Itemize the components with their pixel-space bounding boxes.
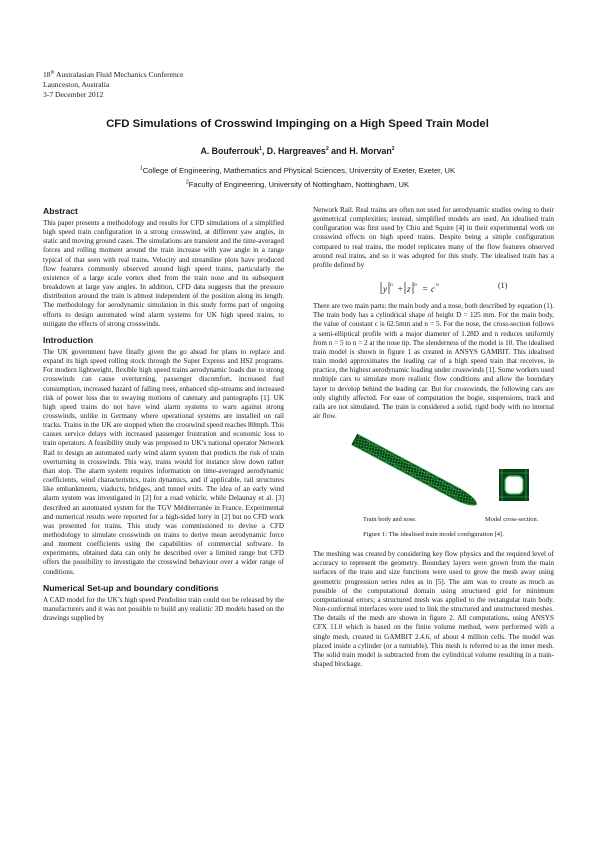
numerical-setup-heading: Numerical Set-up and boundary conditions <box>43 582 219 593</box>
author-name: D. Hargreaves <box>266 146 326 156</box>
cross-section-image <box>499 469 529 501</box>
abstract-heading: Abstract <box>43 206 78 216</box>
introduction-text: The UK government have finally given the go ahead for plans to replace and expand its high speed rolling stock through the Super Express and HS2 programs. For modern lightweight, flexible high speed trains aerodynamic loads due to strong crosswinds can cause overturning, passenger discomfort, increased fuel consumption, increased hazard of falling trees, enhanced slip-streams and increased risk of power loss due to swaying motions of catenary and pantographs [1]. UK high speed trains do not have wind alarm systems to warn against strong crosswinds, unlike in Germany where operational systems are installed on rail tracks. Trains in the UK are stopped when the crosswind speed reaches 80mph. This causes service delays with increased passenger frustration and economic loss to train operators. A feasibility study was proposed to UK’s national operator Network Rail to design an automated early wind alarm system that predicts the risk of train overturning in crosswinds. This way, trains would for instance slow down rather than stop. The alarm system requires information on time-averaged aerodynamic coefficients, wind characteristics, train dynamics, and if applicable, rail structures like embankments, viaducts, bridges, and tunnel exits. The idea of an early wind alarm system was investigated in [2] for a road vehicle, while Delaunay et al. [3] described an automated system for the TGV Méditerranée in France. Experimental and numerical results were reported for a high-sided lorry in [2] but no CFD work was presented for trains. This study was commissioned to devise a CFD methodology to simulate crosswinds on trains to derive mean aerodynamic force and moment coefficients using the capabilities of commercial software. In experiments, obtained data can only be described over a limited range but CFD offers the possibility to investigate the crosswind behaviour over a wider range of conditions. <box>43 347 284 576</box>
author-name: H. Morvan <box>349 146 392 156</box>
svg-text:n: n <box>436 282 439 289</box>
conference-info <box>43 70 184 100</box>
right-column <box>313 206 554 675</box>
paper-title: CFD Simulations of Crosswind Impinging on a High Speed Train Model <box>106 118 489 130</box>
conference-ordinal: th <box>50 70 55 76</box>
equation-formula <box>379 279 469 297</box>
affiliation-mark: 2 <box>185 179 189 186</box>
left-column <box>43 206 284 629</box>
conference-line-1 <box>43 70 184 80</box>
svg-text:z: z <box>407 284 411 295</box>
body-paragraph-3: The meshing was created by considering key flow physics and the required level of accuracy to represent the geometry. Boundary layers were grown from the main surfaces of the train and size functions were used to grow the mesh away using geometric progression series rules as in [5]. The aim was to create as much as possible of the computational domain using structured grid for minimum computational errors; a structured mesh was applied to the rectangular train body. Non-conformal interfaces were used to link the structured and unstructured meshes. The details of the mesh are shown in figure 2. All computations, using ANSYS CFX 11.0 which is based on the finite volume method, were performed with a single mesh, created in GAMBIT 2.4.6, of about 4 million cells. The model was placed inside a cylinder (or a turntable). This mesh is referred to as the inner mesh. The solid train model is subtracted from the cylindrical volume resulting in a train-shaped blockage. <box>313 550 554 668</box>
author-affil-mark: 2 <box>391 146 395 153</box>
figure-caption: Figure 1: The idealised train model configuration [4]. <box>363 531 504 539</box>
author-affil-mark: 2 <box>325 146 329 153</box>
body-paragraph-2: There are two main parts: the main body and a nose, both described by equation (1). The train body has a cylindrical shape of height D = 125 mm. For the main body, the value of constant c is 62.5mm and n = 5. For the nose, the cross-section follows a semi-elliptical profile with a major diameter of 1.28D and n reduces uniformly from n = 5 to n = 2 at the nose tip. The slenderness of the model is 10. The idealised train model is shown in figure 1 as created in ANSYS GAMBIT. This idealised train model approximates the leading car of a high speed train that receives, in practice, the highest aerodynamic loading under crosswinds [1]. Some workers used multiple cars to simulate more realistic flow conditions and allow the boundary layer to develop behind the leading car. But for crosswinds, the following cars are only slightly affected. For ease of computation the bogie, suspensions, track and rails are not simulated. The train is considered a solid, rigid body with no internal air flow. <box>313 302 554 420</box>
svg-text:n: n <box>390 282 393 289</box>
conference-dates: 3-7 December 2012 <box>43 90 104 99</box>
numerical-setup-text: A CAD model for the UK’s high speed Pendolino train could not be released by the manufacturers and it was not possible to build any realistic 3D models based on the drawings supplied by <box>43 595 284 623</box>
affiliation-mark: 1 <box>139 165 143 172</box>
figure-1 <box>313 427 554 547</box>
affiliation-2 <box>0 180 595 189</box>
conference-location: Launceston, Australia <box>43 80 110 89</box>
author-name: A. Bouferrouk <box>200 146 260 156</box>
conference-number: 18 <box>43 70 51 79</box>
svg-text:y: y <box>383 284 387 295</box>
author-separator: and <box>328 146 350 156</box>
author-separator: , <box>261 146 267 156</box>
svg-text:n: n <box>414 282 417 289</box>
affiliation-text: College of Engineering, Mathematics and Physical Sciences, University of Exeter, Exeter, UK <box>142 166 456 175</box>
equation-number: (1) <box>498 281 508 291</box>
affiliation-text: Faculty of Engineering, University of Nottingham, Nottingham, UK <box>188 180 410 189</box>
figure-label-train: Train body and nose. <box>363 516 417 524</box>
figure-label-cross-section: Model cross-section. <box>485 516 539 524</box>
train-mesh-image <box>339 431 489 511</box>
svg-text:=: = <box>422 284 429 295</box>
introduction-heading: Introduction <box>43 334 94 345</box>
profile-equation <box>313 276 554 298</box>
author-list <box>0 146 595 156</box>
body-paragraph-1: Network Rail. Real trains are often not used for aerodynamic studies owing to their geometrical complexities; instead, simplified models are used. An idealised train configuration was first used by Chiu and Squire [4] in their experimental work on crosswind effects on high speed trains. Despite being a simple configuration compared to real trains, the model replicates many of the flow features observed around real trains, and so it was adopted for this study. The idealised train has a profile defined by <box>313 206 554 269</box>
author-affil-mark: 1 <box>259 146 262 153</box>
conference-name: Australasian Fluid Mechanics Conference <box>54 70 184 79</box>
svg-text:c: c <box>431 284 435 295</box>
abstract-text: This paper presents a methodology and results for CFD simulations of a simplified high speed train configuration in a strong crosswind, at different yaw angles, in static and moving ground cases. The simulations are transient and the time-averaged forces and rolling moment around the train increase with yaw angle in a range typical of that seen with real trains. Velocity and streamline plots have produced flow features commonly observed around high speed trains, particularly the existence of a large scale vortex shed from the train nose and its subsequent breakdown at large yaw angles. In addition, CFD data suggests that the pressure distribution around the train is almost independent of the position along its length. The methodology for aerodynamic simulation in this study forms part of ongoing efforts to design automated wind alarm systems for UK high speed trains, to mitigate the effects of strong crosswinds. <box>43 219 284 328</box>
svg-text:+: + <box>397 284 404 295</box>
affiliation-1 <box>0 166 595 175</box>
